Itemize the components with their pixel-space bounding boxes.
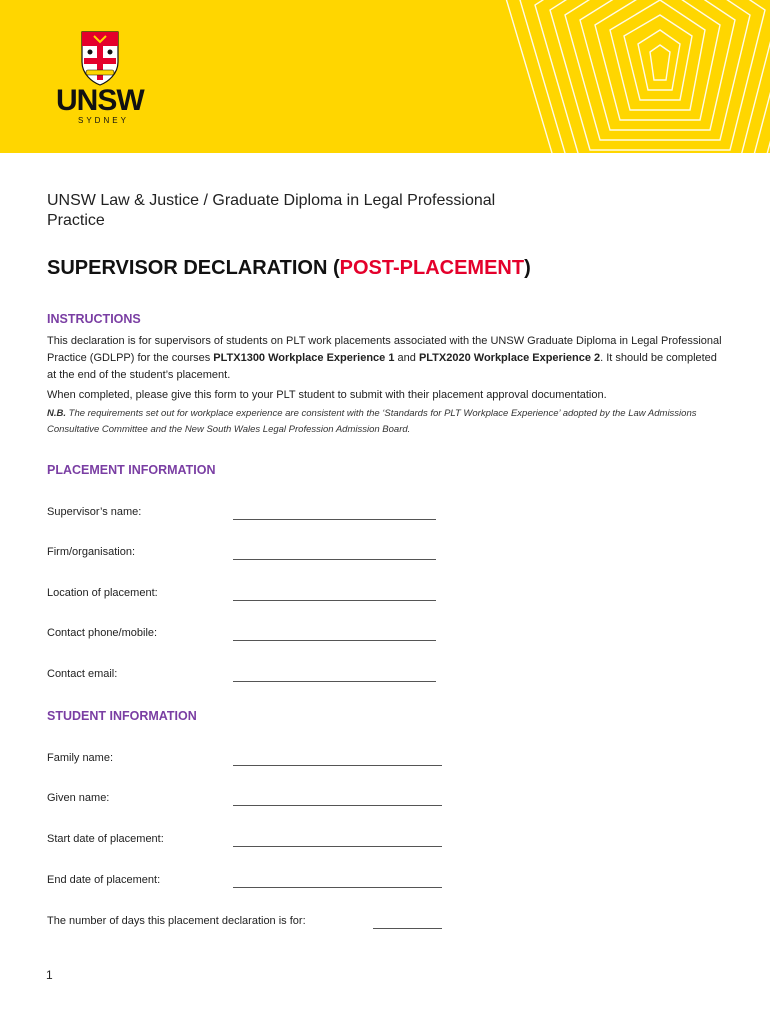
instructions-paragraph [47,333,727,384]
unsw-wordmark-sub: SYDNEY [78,116,129,125]
field-label: Supervisor’s name: [47,506,142,518]
submission-paragraph: When completed, please give this form to your PLT student to submit with their placement approval documentation. [47,389,607,401]
fill-line[interactable] [233,640,436,641]
fill-line[interactable] [233,559,436,560]
end-date-field[interactable] [47,874,467,890]
instructions-heading: INSTRUCTIONS [47,312,141,326]
student-heading: STUDENT INFORMATION [47,709,197,723]
field-label: Family name: [47,752,114,764]
title-suffix: ) [524,257,531,279]
start-date-field[interactable] [47,833,467,849]
course-pltx2020: PLTX2020 Workplace Experience 2 [418,352,601,364]
location-field[interactable] [47,587,467,603]
fill-line[interactable] [233,600,436,601]
field-label: Contact phone/mobile: [47,627,158,639]
fill-line[interactable] [233,805,442,806]
field-label: The number of days this placement declaration is for: [47,915,306,927]
placement-heading: PLACEMENT INFORMATION [47,463,216,477]
unsw-wordmark: UNSW [56,84,144,117]
title-prefix: SUPERVISOR DECLARATION ( [47,257,340,279]
number-of-days-field[interactable] [47,915,467,931]
given-name-field[interactable] [47,792,467,808]
field-label: Contact email: [47,668,118,680]
document-subtitle: UNSW Law & Justice / Graduate Diploma in Legal Professional Practice [47,192,496,229]
field-label: Location of placement: [47,587,158,599]
instructions-text-end: . It should be completed at the end of the student’s placement. [47,352,717,381]
firm-organisation-field[interactable] [47,546,467,562]
instructions-and: and [394,352,419,364]
fill-line[interactable] [233,681,436,682]
fill-line[interactable] [233,519,436,520]
nb-note [47,406,737,438]
unsw-crest-icon [80,30,120,86]
nb-label: N.B. [47,408,66,419]
fill-line[interactable] [233,846,442,847]
contact-phone-field[interactable] [47,627,467,643]
supervisor-name-field[interactable] [47,506,467,522]
field-label: Start date of placement: [47,833,164,845]
fill-line[interactable] [233,765,442,766]
fill-line[interactable] [233,887,442,888]
field-label: Given name: [47,792,110,804]
fill-line[interactable] [373,928,442,929]
field-label: Firm/organisation: [47,546,136,558]
page-number: 1 [46,968,53,982]
field-label: End date of placement: [47,874,161,886]
document-title [47,257,531,280]
contact-email-field[interactable] [47,668,467,684]
family-name-field[interactable] [47,752,467,768]
title-highlight: POST-PLACEMENT [339,257,525,279]
course-pltx1300: PLTX1300 Workplace Experience 1 [213,352,395,364]
nb-text: The requirements set out for workplace experience are consistent with the ‘Standards for PLT Workplace Experience’ adopted by the Law Admissions Consultative Committee and the New South Wales Legal Profession Admission Board. [47,408,697,435]
geometric-pattern [430,0,770,153]
header-banner [0,0,770,153]
instructions-text: This declaration is for supervisors of students on PLT work placements associated with the UNSW Graduate Diploma in Legal Professional Practice (GDLPP) for the courses [47,335,722,364]
